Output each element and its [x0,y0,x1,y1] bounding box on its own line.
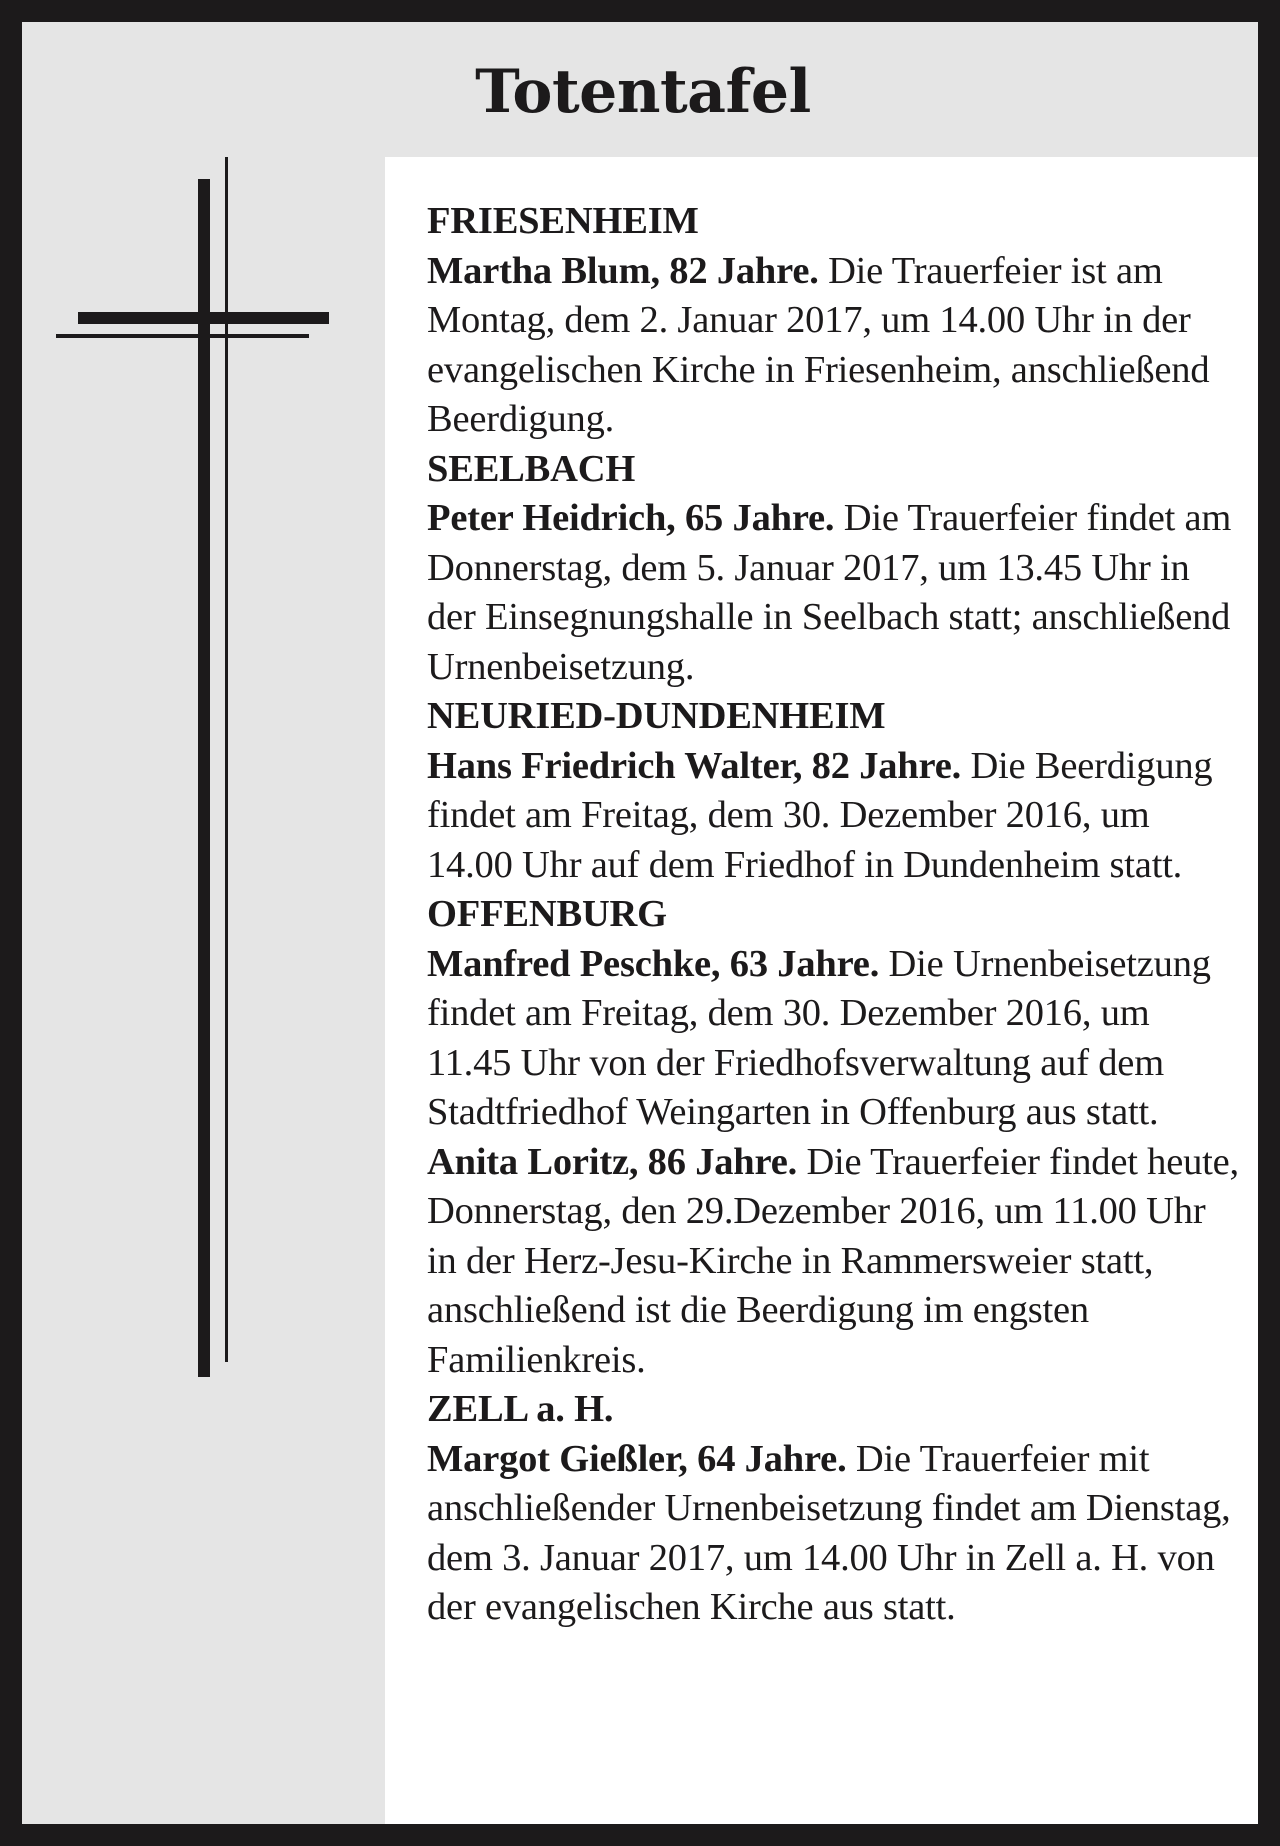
page-title: Totentafel [475,57,811,127]
notice-entry [427,494,1242,692]
place-heading: OFFENBURG [427,893,667,935]
notice-text: Die Trauerfeier ist am Montag, dem 2. Januar 2017, um 14.00 Uhr in der evangelischen Kirche in Friesenheim, anschließend Beerdigung. [427,249,1210,440]
notice-text: Die Beerdigung findet am Freitag, dem 30. Dezember 2016, um 14.00 Uhr auf dem Friedhof in Dundenheim statt. [427,744,1213,886]
place-heading: NEURIED-DUNDENHEIM [427,695,886,737]
notice-entry [427,742,1242,891]
deceased-name: Hans Friedrich Walter, 82 Jahre. [427,744,962,787]
cross-horizontal-bar [78,312,329,324]
deceased-name: Margot Gießler, 64 Jahre. [427,1437,847,1480]
deceased-name: Peter Heidrich, 65 Jahre. [427,497,835,539]
notice-entry [427,1138,1242,1386]
cross-icon [0,0,385,1846]
notice-text: Die Trauerfeier findet heute, Donnerstag, den 29.Dezember 2016, um 11.00 Uhr in der Herz-Jesu-Kirche in Rammersweier statt, anschließend ist die Beerdigung im engsten Familienkreis. [427,1140,1239,1381]
deceased-name: Manfred Peschke, 63 Jahre. [427,942,880,985]
notice-text: Die Trauerfeier findet am Donnerstag, dem 5. Januar 2017, um 13.45 Uhr in der Einsegnungshalle in Seelbach statt; anschließend Urnenbeisetzung. [427,497,1232,688]
place-heading: SEELBACH [427,447,636,490]
notice-text: Die Trauerfeier mit anschließender Urnenbeisetzung findet am Dienstag, dem 3. Januar 2017, um 14.00 Uhr in Zell a. H. von der evangelischen Kirche aus statt. [427,1437,1231,1628]
place-heading: ZELL a. H. [427,1388,614,1430]
notice-entry [427,1435,1242,1633]
deceased-name: Anita Loritz, 86 Jahre. [427,1140,798,1183]
deceased-name: Martha Blum, 82 Jahre. [427,249,819,292]
cross-horizontal-line [56,334,309,338]
cross-vertical-bar [198,179,210,1377]
notice-entry [427,247,1242,445]
place-heading: FRIESENHEIM [427,200,699,242]
notice-list [427,197,1242,1633]
notice-text: Die Urnenbeisetzung findet am Freitag, dem 30. Dezember 2016, um 11.45 Uhr von der Friedhofsverwaltung auf dem Stadtfriedhof Weingarten in Offenburg aus statt. [427,942,1211,1133]
notice-entry [427,940,1242,1138]
